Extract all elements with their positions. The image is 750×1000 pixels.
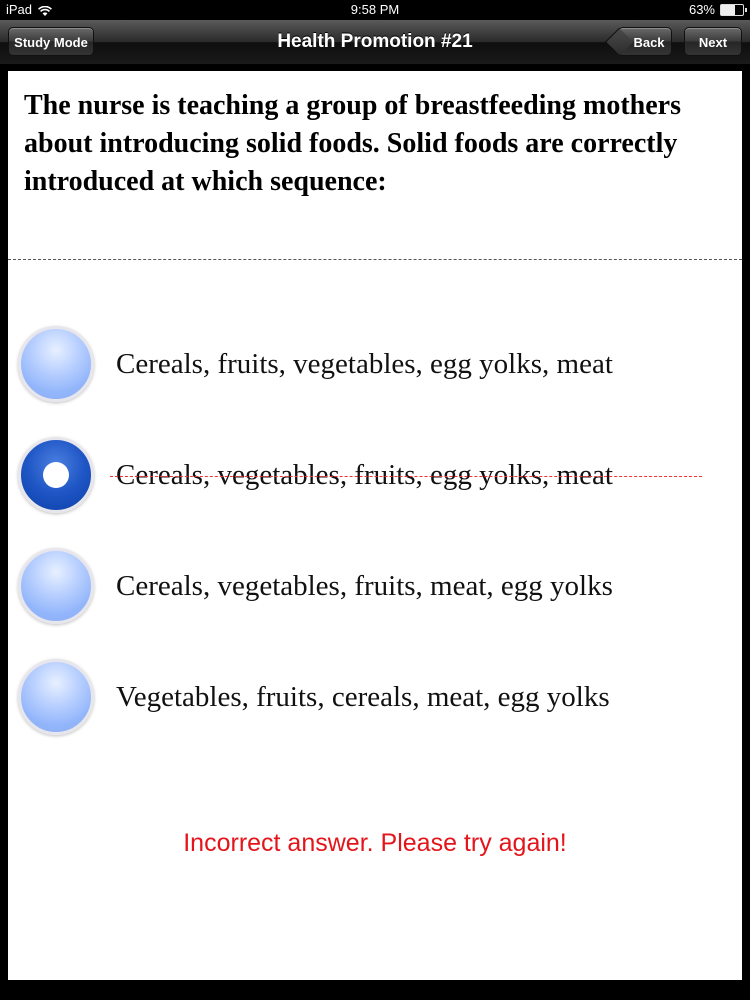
radio-dot-icon [43,462,69,488]
battery-percent: 63% [688,2,715,17]
answer-option-3[interactable] [18,548,718,628]
divider [8,259,742,260]
page-title: Health Promotion #21 [277,31,473,52]
battery-fill [721,5,735,15]
radio-button-icon[interactable] [18,659,94,735]
answer-option-4[interactable] [18,659,718,739]
radio-button-icon[interactable] [18,548,94,624]
radio-button-icon[interactable] [18,326,94,402]
answer-option-label: Cereals, fruits, vegetables, egg yolks, meat [116,348,613,380]
back-button-label: Back [633,35,665,50]
strikethrough-line [110,476,702,477]
status-bar [0,0,750,20]
navigation-bar [0,20,750,65]
carrier-label: iPad [6,2,33,17]
clock: 9:58 PM [350,2,400,17]
back-button[interactable] [618,27,672,56]
answer-option-2[interactable] [18,437,718,517]
answer-option-label: Cereals, vegetables, fruits, meat, egg yolks [116,570,613,602]
battery-group [689,2,744,17]
battery-icon [720,4,744,16]
next-button[interactable]: Next [684,27,742,56]
answer-option-1[interactable] [18,326,718,406]
feedback-message: Incorrect answer. Please try again! [183,829,567,857]
answer-option-label: Cereals, vegetables, fruits, egg yolks, meat [116,459,613,491]
study-mode-button[interactable]: Study Mode [8,27,94,56]
question-panel [8,71,742,980]
radio-button-selected-icon[interactable] [18,437,94,513]
answer-option-label: Vegetables, fruits, cereals, meat, egg yolks [116,681,610,713]
question-text: The nurse is teaching a group of breastfeeding mothers about introducing solid foods. Solid foods are correctly introduced at which sequence: [24,90,681,197]
